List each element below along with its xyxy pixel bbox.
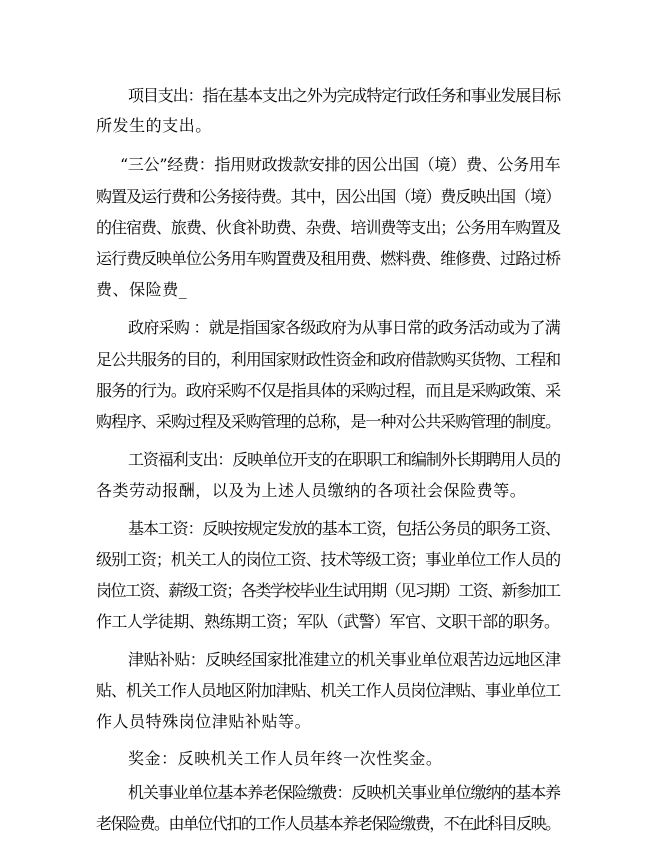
text-line: 作工人学徒期、熟练期工资；军队（武警）军官、文职干部的职务。 <box>96 612 560 631</box>
text-line: “三公”经费：指用财政拨款安排的因公出国（境）费、公务用车 <box>120 155 561 174</box>
text-line: 各类劳动报酬，以及为上述人员缴纳的各项社会保险费等。 <box>96 481 527 500</box>
text-line: 老保险费。由单位代扣的工作人员基本养老保险缴费，不在此科目反映。 <box>96 814 560 833</box>
text-line: 机关事业单位基本养老保险缴费：反映机关事业单位缴纳的基本养 <box>128 783 560 802</box>
text-line: 政府采购 ：就是指国家各级政府为从事日常的政务活动或为了满 <box>128 318 561 337</box>
text-line: 级别工资；机关工人的岗位工资、技术等级工资；事业单位工作人员的 <box>96 550 561 569</box>
text-line: 购置及运行费和公务接待费。其中，因公出国（境）费反映出国（境） <box>96 187 561 206</box>
text-line: 工资福利支出：反映单位开支的在职职工和编制外长期聘用人员的 <box>128 450 560 469</box>
text-line: 购程序、采购过程及采购管理的总称，是一种对公共采购管理的制度。 <box>96 412 561 431</box>
text-line: 的住宿费、旅费、伙食补助费、杂费、培训费等支出；公务用车购置及 <box>96 218 561 237</box>
text-line: 运行费反映单位公务用车购置费及租用费、燃料费、维修费、过路过桥 <box>96 249 561 268</box>
text-line: 所发生的支出。 <box>96 116 212 135</box>
text-line: 项目支出：指在基本支出之外为完成特定行政任务和事业发展目标 <box>128 86 560 105</box>
text-line: 贴、机关工作人员地区附加津贴、机关工作人员岗位津贴、事业单位工 <box>96 681 561 700</box>
text-line: 作人员特殊岗位津贴补贴等。 <box>96 712 312 731</box>
text-line: 足公共服务的目的，利用国家财政性资金和政府借款购买货物、工程和 <box>96 350 561 369</box>
text-line: 费、保险费_ <box>96 280 188 299</box>
text-line: 奖金：反映机关工作人员年终一次性奖金。 <box>128 749 443 768</box>
text-line: 岗位工资、薪级工资；各类学校毕业生试用期（见习期）工资、新参加工 <box>96 581 560 600</box>
text-line: 津贴补贴：反映经国家批准建立的机关事业单位艰苦边远地区津 <box>128 650 561 669</box>
text-line: 基本工资：反映按规定发放的基本工资，包括公务员的职务工资、 <box>128 519 560 538</box>
text-line: 服务的行为。政府采购不仅是指具体的采购过程，而且是采购政策、采 <box>96 381 561 400</box>
